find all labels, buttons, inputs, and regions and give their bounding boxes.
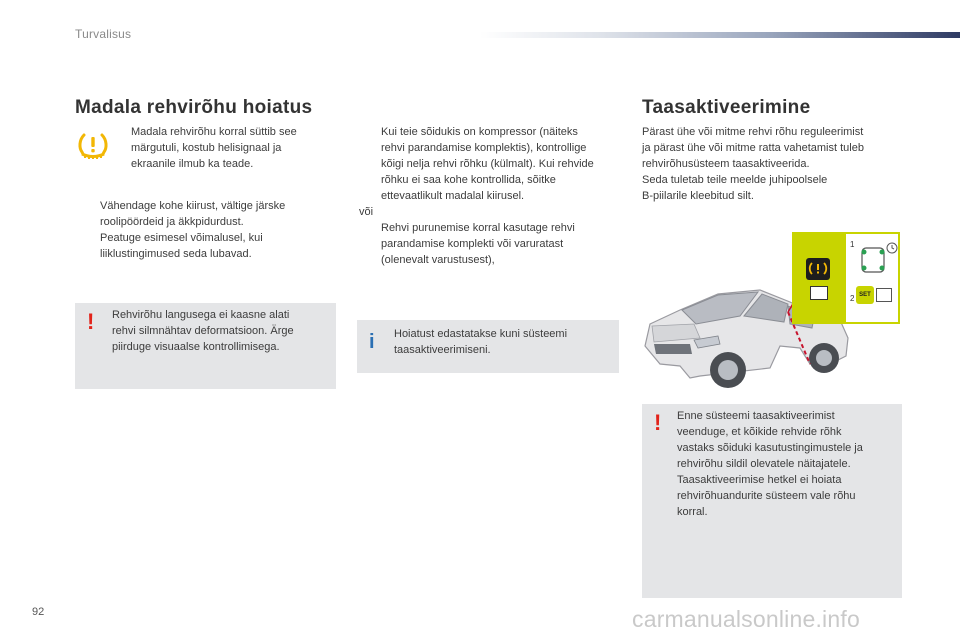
car-tyres-icon: [858, 238, 898, 278]
bullet-line: ettevaatlikult madalal kiirusel.: [381, 190, 525, 202]
tyre-reset-sticker: [792, 232, 900, 324]
right-warning-note: [642, 404, 902, 598]
bullet-line: Peatuge esimesel võimalusel, kui: [100, 232, 263, 244]
left-bullets: [78, 198, 338, 262]
note-line: veenduge, et kõikide rehvide rõhk: [677, 426, 842, 438]
header-gradient-bar: [480, 32, 960, 38]
manual-book-icon: [876, 288, 892, 302]
warning-note-text: [677, 408, 899, 520]
bullet-line: Rehvi purunemise korral kasutage rehvi: [381, 222, 575, 234]
manual-book-icon: [810, 286, 828, 300]
bullet-line: rehvi parandamise komplektis), kontrollige: [381, 142, 587, 154]
note-line: piirduge visuaalse kontrollimisega.: [112, 341, 280, 353]
warning-exclamation-icon: !: [654, 410, 662, 435]
sticker-green-panel: [794, 234, 846, 322]
warning-note-text: [112, 307, 332, 355]
note-line: rehvi silmnähtav deformatsioon. Ärge: [112, 325, 294, 337]
bullet-line: liiklustingimused seda lubavad.: [100, 248, 252, 260]
watermark: carmanualsonline.info: [632, 606, 860, 632]
note-line: rehvirõhuandurite süsteem vale rõhu: [677, 490, 856, 502]
intro-line: märgutuli, kostub helisignaal ja: [131, 142, 282, 154]
intro-line: Seda tuletab teile meelde juhipoolsele: [642, 174, 828, 186]
bullet-line: (olenevalt varustusest),: [381, 254, 495, 266]
left-title: Madala rehvirõhu hoiatus: [75, 97, 313, 118]
sticker-step-2: 2: [850, 294, 855, 303]
right-title: Taasaktiveerimine: [642, 97, 811, 118]
tyre-pressure-warning-icon: [78, 131, 108, 161]
page-number: 92: [32, 606, 45, 618]
right-intro: [642, 124, 912, 204]
middle-text: [359, 124, 629, 268]
tpms-lamp-icon: [806, 258, 830, 280]
note-line: vastaks sõiduki kasutustingimustele ja: [677, 442, 863, 454]
intro-line: Madala rehvirõhu korral süttib see: [131, 126, 297, 138]
left-warning-note: [75, 303, 336, 389]
intro-line: rehvirõhusüsteem taasaktiveerida.: [642, 158, 810, 170]
note-line: Hoiatust edastatakse kuni süsteemi: [394, 328, 568, 340]
note-line: Taasaktiveerimise hetkel ei hoiata: [677, 474, 842, 486]
bullet-line: roolipöördeid ja äkkpidurdust.: [100, 216, 244, 228]
bullet-item: [78, 230, 338, 262]
warning-exclamation-icon: !: [87, 309, 95, 334]
intro-line: B-piilarile kleebitud silt.: [642, 190, 754, 202]
note-line: korral.: [677, 506, 708, 518]
note-line: taasaktiveerimiseni.: [394, 344, 491, 356]
left-intro: [131, 124, 331, 172]
intro-line: ekraanile ilmub ka teade.: [131, 158, 254, 170]
middle-info-note: [357, 320, 619, 373]
bullet-item: [359, 124, 629, 204]
info-icon: i: [369, 331, 375, 353]
info-note-text: [394, 326, 614, 358]
bullet-line: parandamise komplekti või varuratast: [381, 238, 564, 250]
note-line: Rehvirõhu langusega ei kaasne alati: [112, 309, 290, 321]
bullet-line: Vähendage kohe kiirust, vältige järske: [100, 200, 286, 212]
intro-line: ja pärast ühe või mitme ratta vahetamist tuleb: [642, 142, 864, 154]
note-line: Enne süsteemi taasaktiveerimist: [677, 410, 835, 422]
section-label: Turvalisus: [75, 27, 132, 41]
intro-line: Pärast ühe või mitme rehvi rõhu reguleerimist: [642, 126, 864, 138]
bullet-line: kõigi nelja rehvi rõhku (külmalt). Kui rehvide: [381, 158, 594, 170]
note-line: rehvirõhu sildil olevatele näitajatele.: [677, 458, 851, 470]
bullet-item: [359, 220, 629, 268]
or-text: või: [359, 206, 374, 218]
set-button-icon: SET: [856, 286, 874, 304]
bullet-item: [78, 198, 338, 230]
bullet-line: rõhku ei saa kohe kontrollida, sõitke: [381, 174, 556, 186]
sticker-step-1: 1: [850, 240, 855, 249]
bullet-line: Kui teie sõidukis on kompressor (näiteks: [381, 126, 578, 138]
